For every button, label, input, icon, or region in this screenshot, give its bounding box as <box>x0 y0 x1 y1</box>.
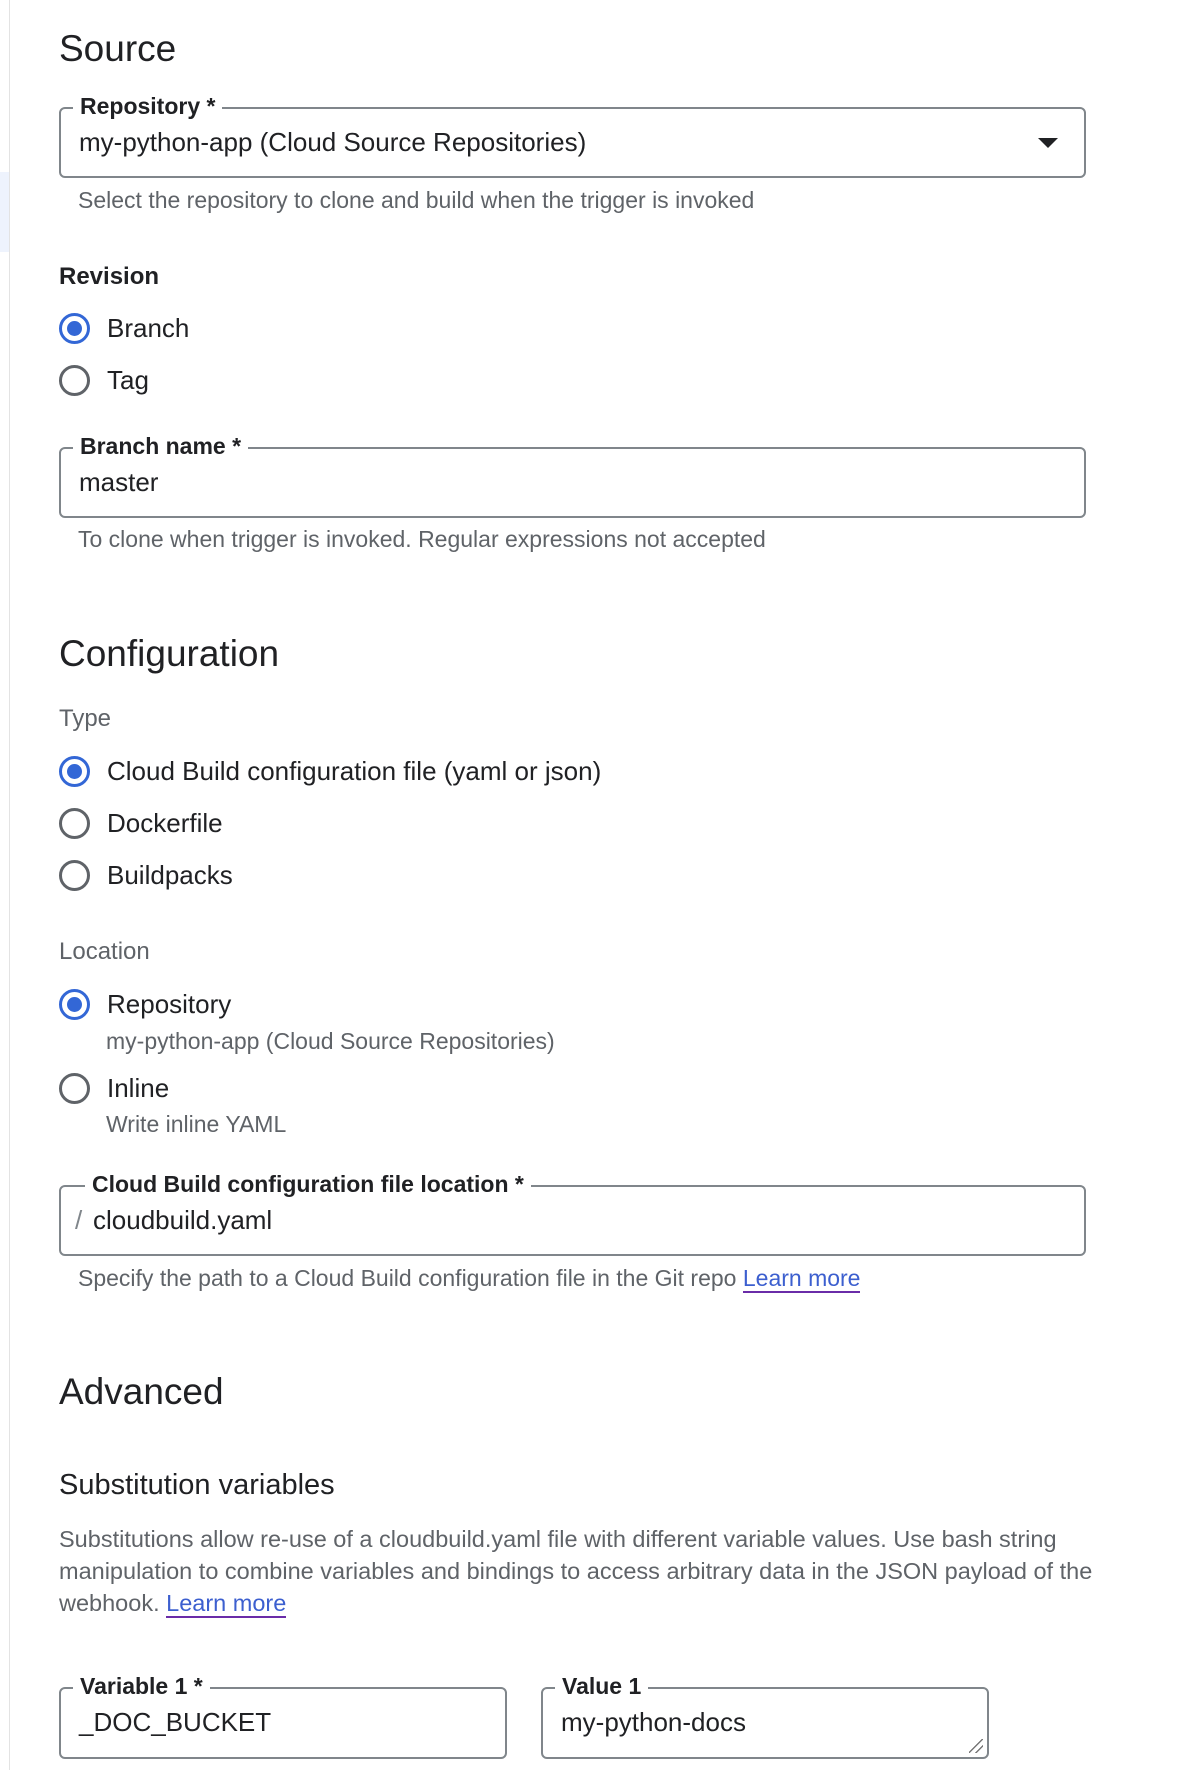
source-heading: Source <box>59 28 177 69</box>
radio-label: Branch <box>107 313 190 343</box>
radio-buildpacks[interactable] <box>59 860 233 891</box>
branch-name-label: Branch name * <box>73 432 248 460</box>
advanced-heading: Advanced <box>59 1371 224 1412</box>
radio-label: Dockerfile <box>107 808 223 838</box>
left-rail <box>0 0 10 1770</box>
variable-1-value: _DOC_BUCKET <box>79 1707 272 1737</box>
path-prefix: / <box>75 1205 83 1235</box>
config-file-help <box>78 1265 860 1292</box>
repository-value: my-python-app (Cloud Source Repositories) <box>79 127 587 157</box>
config-file-location-label: Cloud Build configuration file location * <box>85 1170 531 1198</box>
branch-name-value: master <box>79 467 159 497</box>
config-file-help-text: Specify the path to a Cloud Build configuration file in the Git repo <box>78 1265 737 1291</box>
learn-more-link[interactable]: Learn more <box>166 1590 287 1616</box>
substitution-description-text: Substitutions allow re-use of a cloudbuild.yaml file with different variable values. Use bash string manipulation to combine variables and bindings to access arbitrary data in the JSON payload of the webhook. <box>59 1526 1093 1616</box>
branch-help: To clone when trigger is invoked. Regular expressions not accepted <box>78 526 766 552</box>
value-1-label: Value 1 <box>555 1672 648 1700</box>
radio-checked-icon[interactable] <box>59 989 90 1020</box>
radio-tag[interactable] <box>59 365 149 396</box>
radio-branch[interactable] <box>59 313 189 344</box>
learn-more-link[interactable]: Learn more <box>742 1265 861 1291</box>
radio-dockerfile[interactable] <box>59 808 223 839</box>
location-inline-sub: Write inline YAML <box>106 1111 287 1137</box>
radio-unchecked-icon[interactable] <box>59 808 90 839</box>
substitution-description <box>59 1523 1099 1619</box>
radio-label: Repository <box>107 989 232 1019</box>
radio-label: Buildpacks <box>107 860 233 890</box>
radio-label: Inline <box>107 1073 170 1103</box>
radio-checked-icon[interactable] <box>59 756 90 787</box>
config-file-location-input[interactable] <box>59 1171 1086 1256</box>
variable-1-input[interactable] <box>59 1673 507 1759</box>
radio-location-inline[interactable] <box>59 1073 169 1104</box>
location-label: Location <box>59 938 150 965</box>
substitution-variables-heading: Substitution variables <box>59 1469 335 1501</box>
radio-label: Cloud Build configuration file (yaml or json) <box>107 756 602 786</box>
repository-help: Select the repository to clone and build when the trigger is invoked <box>78 187 755 213</box>
type-label: Type <box>59 705 112 732</box>
config-file-location-value: cloudbuild.yaml <box>93 1205 273 1235</box>
radio-unchecked-icon[interactable] <box>59 365 90 396</box>
repository-label: Repository * <box>73 92 222 120</box>
chevron-down-icon[interactable] <box>1038 138 1058 148</box>
revision-label: Revision <box>59 263 160 290</box>
location-repository-sub: my-python-app (Cloud Source Repositories) <box>106 1028 555 1054</box>
variable-1-label: Variable 1 * <box>73 1672 210 1700</box>
value-1-value: my-python-docs <box>561 1707 746 1737</box>
radio-checked-icon[interactable] <box>59 313 90 344</box>
configuration-heading: Configuration <box>59 633 280 674</box>
radio-location-repository[interactable] <box>59 989 231 1020</box>
repository-select[interactable] <box>59 93 1086 178</box>
resize-handle-icon[interactable] <box>969 1739 983 1753</box>
radio-unchecked-icon[interactable] <box>59 1073 90 1104</box>
value-1-textarea[interactable] <box>541 1673 989 1759</box>
radio-cloud-build-config[interactable] <box>59 756 601 787</box>
left-rail-highlight <box>0 172 9 252</box>
branch-name-input[interactable] <box>59 433 1086 518</box>
radio-unchecked-icon[interactable] <box>59 860 90 891</box>
radio-label: Tag <box>107 365 149 395</box>
